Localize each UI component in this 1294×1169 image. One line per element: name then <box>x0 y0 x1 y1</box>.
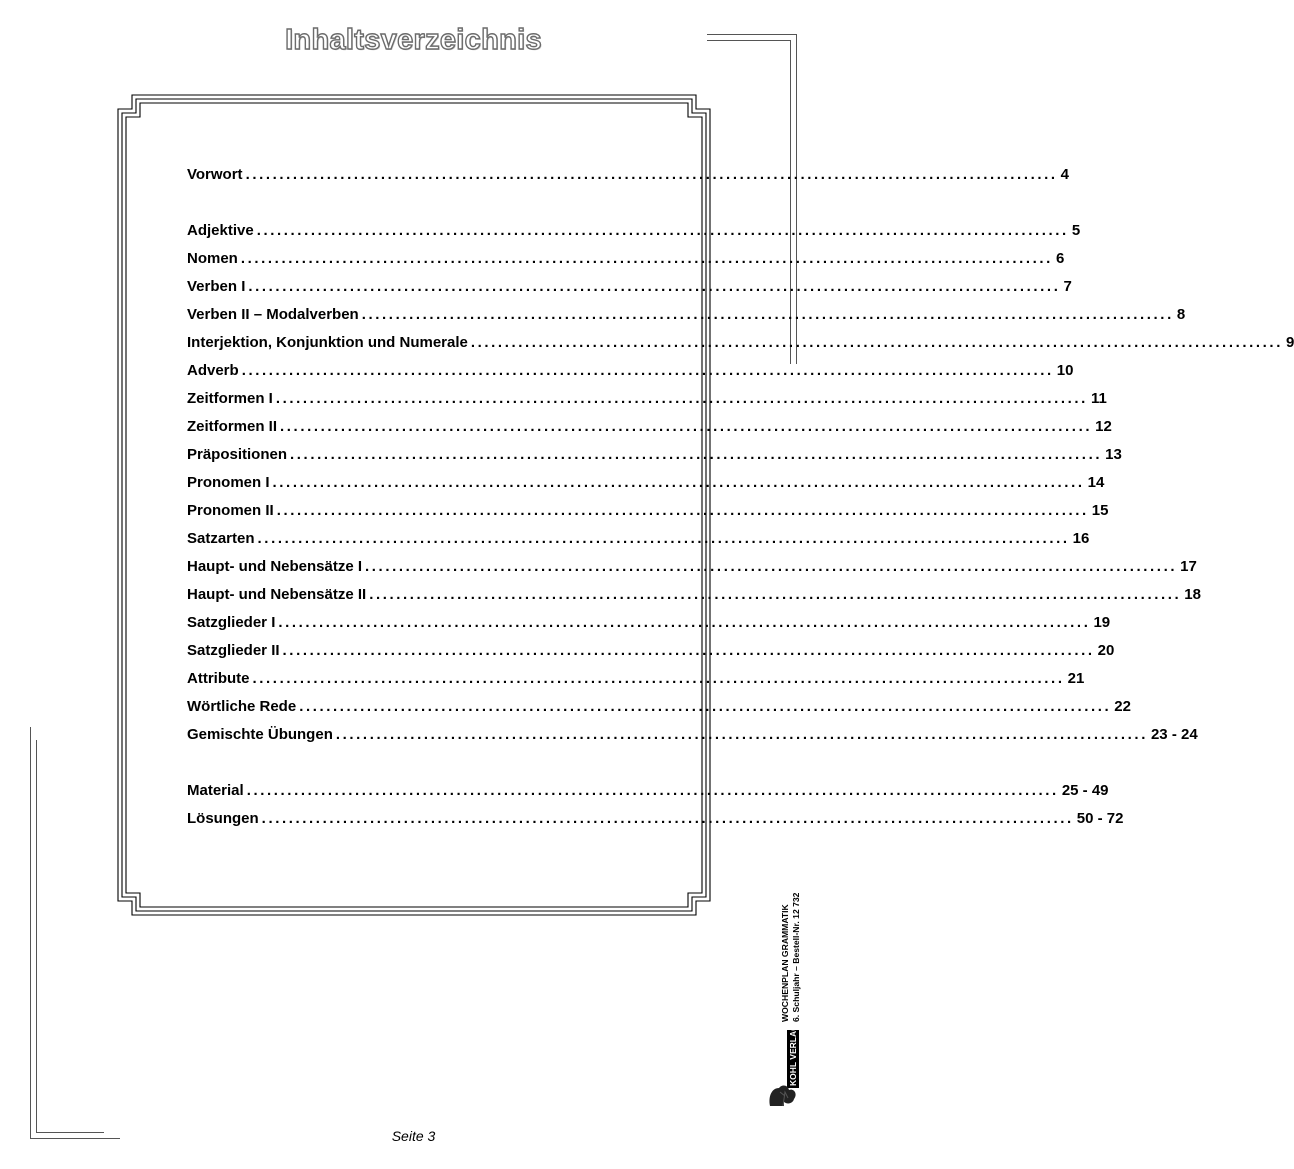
bottom-left-rule-v2 <box>36 740 37 1133</box>
side-imprint-line1: WOCHENPLAN GRAMMATIK <box>780 904 790 1022</box>
toc-title: Präpositionen <box>187 446 288 463</box>
toc-page: 7 <box>1063 278 1072 295</box>
toc-entry-verben-1 <box>187 278 1072 300</box>
toc-leader: ........................................................................................................................ <box>282 642 1095 659</box>
toc-entry-satzarten <box>187 530 1090 552</box>
toc-leader: ........................................................................................................................ <box>276 502 1089 519</box>
toc-leader: ........................................................................................................................ <box>290 446 1103 463</box>
toc-entry-hauptsaetze-1 <box>187 558 1197 580</box>
toc-title: Interjektion, Konjunktion und Numerale <box>187 334 468 351</box>
toc-entry-hauptsaetze-2 <box>187 586 1201 608</box>
toc-entry-zeitformen-1 <box>187 390 1107 412</box>
toc-title: Satzglieder I <box>187 614 276 631</box>
toc-leader: ........................................................................................................................ <box>272 474 1085 491</box>
publisher-logo-text: KOHL VERLAG <box>788 1024 798 1086</box>
toc-title: Nomen <box>187 250 238 267</box>
toc-title: Adjektive <box>187 222 254 239</box>
toc-title: Vorwort <box>187 166 243 183</box>
toc-leader: ........................................................................................................................ <box>470 334 1283 351</box>
toc-page: 18 <box>1184 586 1201 603</box>
publisher-logo <box>766 1024 802 1106</box>
toc-title: Pronomen I <box>187 474 270 491</box>
toc-leader: ........................................................................................................................ <box>252 670 1065 687</box>
toc-page: 10 <box>1056 362 1074 379</box>
toc-page: 25 - 49 <box>1061 782 1109 799</box>
toc-page: 12 <box>1095 418 1112 435</box>
toc-page: 6 <box>1055 250 1065 267</box>
toc-entry-interjektion <box>187 334 1294 356</box>
toc-leader: ........................................................................................................................ <box>246 782 1059 799</box>
toc-leader: ........................................................................................................................ <box>280 418 1093 435</box>
toc-entry-satzglieder-1 <box>187 614 1111 636</box>
toc-entry-pronomen-2 <box>187 502 1109 524</box>
toc-entry-vorwort <box>187 166 1070 188</box>
toc-page: 20 <box>1097 642 1115 659</box>
toc-entry-attribute <box>187 670 1085 692</box>
toc-title: Lösungen <box>187 810 259 827</box>
toc-title: Haupt- und Nebensätze II <box>187 586 367 603</box>
toc-entry-adverb <box>187 362 1074 384</box>
toc-entry-pronomen-1 <box>187 474 1105 496</box>
toc-page: 50 - 72 <box>1076 810 1124 827</box>
toc-leader: ........................................................................................................................ <box>256 222 1069 239</box>
toc-title: Pronomen II <box>187 502 274 519</box>
toc-leader: ........................................................................................................................ <box>299 698 1112 715</box>
top-right-rule-h2 <box>707 40 791 41</box>
toc-title: Attribute <box>187 670 250 687</box>
toc-leader: ........................................................................................................................ <box>365 558 1178 575</box>
toc-page: 22 <box>1114 698 1131 715</box>
toc-title: Verben II – Modalverben <box>187 306 359 323</box>
toc-title: Haupt- und Nebensätze I <box>187 558 363 575</box>
toc-entry-praepositionen <box>187 446 1122 468</box>
toc-leader: ........................................................................................................................ <box>245 166 1058 183</box>
toc-entry-nomen <box>187 250 1065 272</box>
toc-entry-gemischte-uebungen <box>187 726 1198 748</box>
toc-entry-zeitformen-2 <box>187 418 1112 440</box>
toc-leader: ........................................................................................................................ <box>240 250 1053 267</box>
toc-entry-adjektive <box>187 222 1081 244</box>
toc-leader: ........................................................................................................................ <box>369 586 1182 603</box>
toc-title: Verben I <box>187 278 246 295</box>
toc-page: 21 <box>1067 670 1085 687</box>
bottom-left-rule-v1 <box>30 727 31 1139</box>
toc-entry-loesungen <box>187 810 1124 832</box>
toc-leader: ........................................................................................................................ <box>241 362 1054 379</box>
toc-leader: ........................................................................................................................ <box>248 278 1061 295</box>
toc-page: 14 <box>1087 474 1105 491</box>
top-right-rule-h1 <box>707 34 797 35</box>
side-imprint <box>780 893 802 1022</box>
toc-page: 9 <box>1285 334 1294 351</box>
toc-page: 8 <box>1176 306 1186 323</box>
toc-page: 5 <box>1071 222 1081 239</box>
toc-title: Satzglieder II <box>187 642 280 659</box>
toc-page: 13 <box>1105 446 1122 463</box>
toc-title: Zeitformen I <box>187 390 273 407</box>
toc-entry-material <box>187 782 1109 804</box>
toc-leader: ........................................................................................................................ <box>257 530 1070 547</box>
toc-leader: ........................................................................................................................ <box>275 390 1088 407</box>
toc-title: Satzarten <box>187 530 255 547</box>
toc-leader: ........................................................................................................................ <box>278 614 1091 631</box>
toc-entry-verben-2 <box>187 306 1186 328</box>
toc-page: 4 <box>1060 166 1070 183</box>
page-number: Seite 3 <box>391 1128 436 1144</box>
side-imprint-line2: 6. Schuljahr – Bestell-Nr. 12 732 <box>791 892 801 1022</box>
toc-page: 17 <box>1180 558 1197 575</box>
toc-entry-satzglieder-2 <box>187 642 1115 664</box>
toc-leader: ........................................................................................................................ <box>335 726 1148 743</box>
toc-page: 11 <box>1090 390 1107 407</box>
toc-page: 23 - 24 <box>1150 726 1198 743</box>
toc-leader: ........................................................................................................................ <box>361 306 1174 323</box>
toc-title: Adverb <box>187 362 239 379</box>
toc-title: Gemischte Übungen <box>187 726 333 743</box>
toc-page: 15 <box>1091 502 1109 519</box>
toc-page: 16 <box>1072 530 1090 547</box>
toc-entry-woertliche-rede <box>187 698 1131 720</box>
toc-title: Material <box>187 782 244 799</box>
toc-page: 19 <box>1093 614 1111 631</box>
toc-title: Zeitformen II <box>187 418 278 435</box>
page-title: Inhaltsverzeichnis <box>285 24 542 56</box>
toc-leader: ........................................................................................................................ <box>261 810 1074 827</box>
toc-title: Wörtliche Rede <box>187 698 297 715</box>
